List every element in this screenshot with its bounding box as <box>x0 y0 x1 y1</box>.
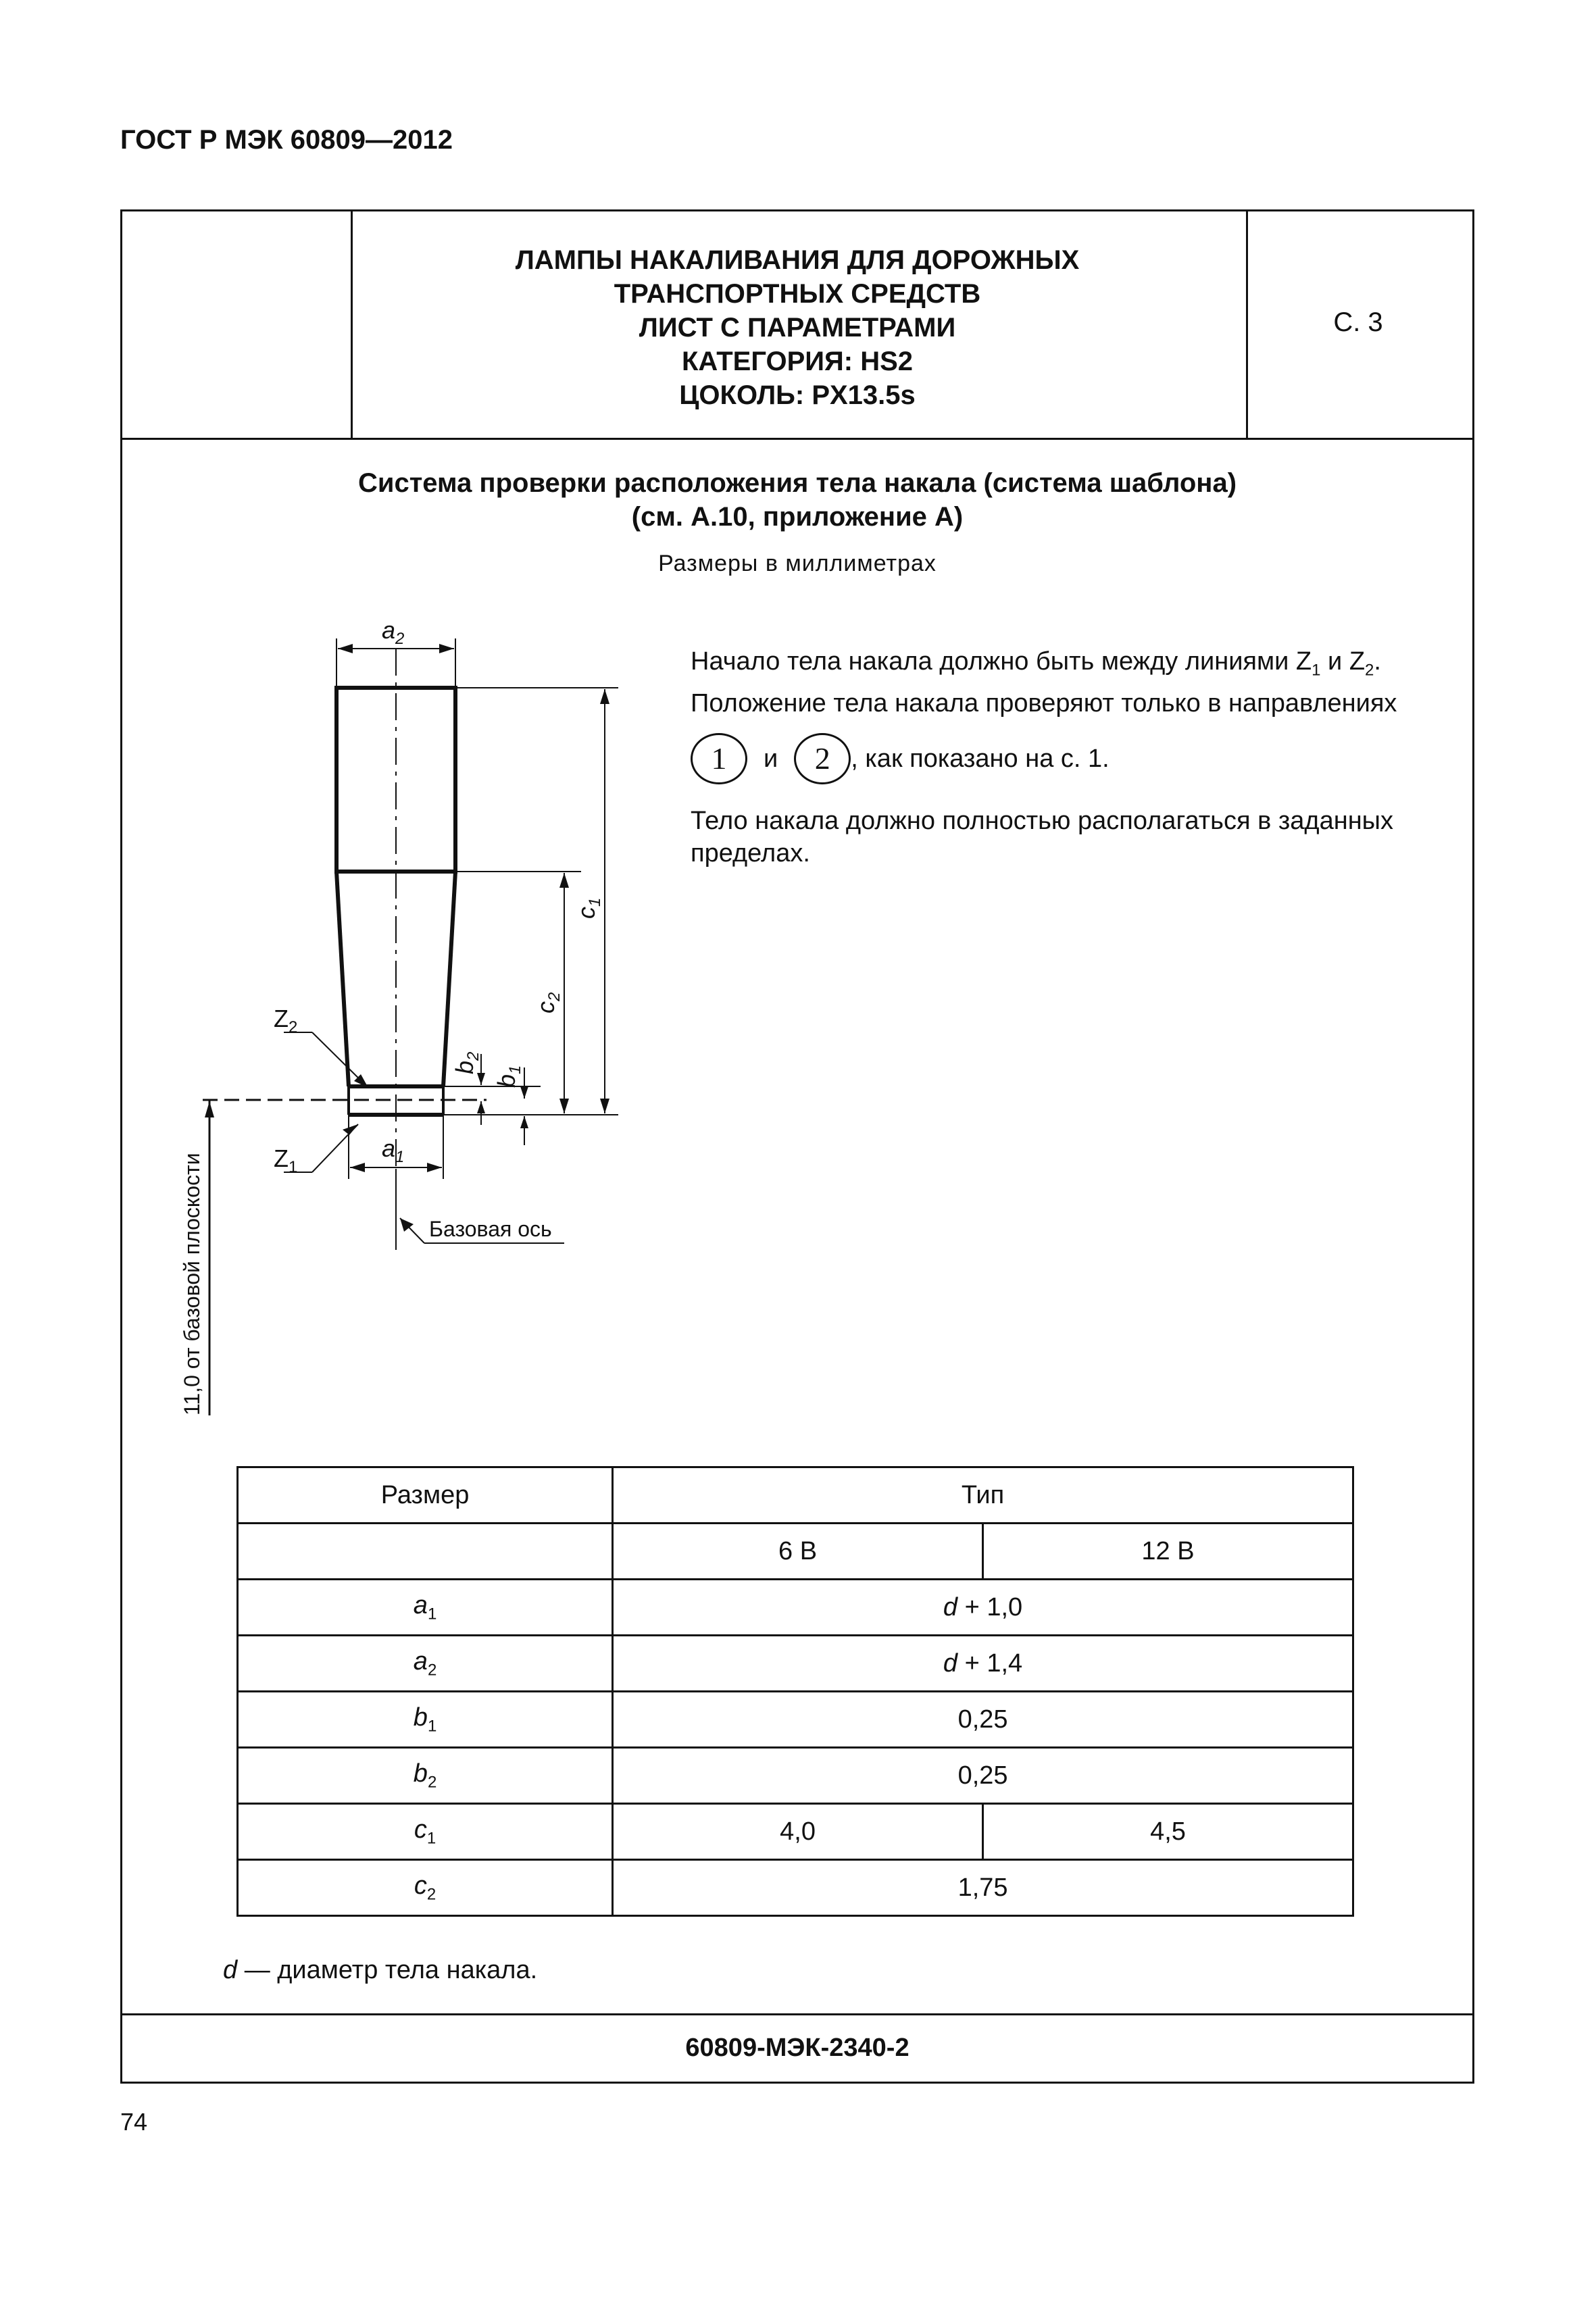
row-symbol: $a_1$ <box>238 1580 613 1636</box>
section-title-line1: Система проверки расположения тела накала (система шаблона) <box>357 468 1237 498</box>
footnote: d — диаметр тела накала. <box>223 1956 538 1984</box>
table-row <box>238 1692 1353 1748</box>
table-header-row <box>238 1467 1353 1524</box>
direction-2-marker: 2 <box>794 733 851 784</box>
units-note: Размеры в миллиметрах <box>658 551 937 576</box>
row-value: 0,25 <box>613 1748 1353 1804</box>
label-base-plane: 11,0 от базовой плоскости <box>180 1153 204 1415</box>
label-a1: $a_1$ <box>382 1134 405 1166</box>
note-line4: Тело накала должно полностью располагаться в заданных пределах. <box>691 806 1393 867</box>
header-12v: 12 В <box>983 1524 1353 1580</box>
label-base-axis: Базовая ось <box>429 1217 552 1241</box>
row-symbol: $c_2$ <box>238 1860 613 1916</box>
label-b2: $b_2$ <box>451 1051 482 1074</box>
title-line: ТРАНСПОРТНЫХ СРЕДСТВ <box>614 279 981 309</box>
sheet-page-ref: С. 3 <box>1333 307 1383 337</box>
note-line2: Положение тела накала проверяют только в направлениях <box>691 688 1397 718</box>
row-symbol: $b_2$ <box>238 1748 613 1804</box>
gauge-taper-left <box>336 872 349 1086</box>
row-value: 1,75 <box>613 1860 1353 1916</box>
label-c2: $c_2$ <box>532 992 564 1013</box>
note-conjunction: и <box>764 744 778 773</box>
header-6v: 6 В <box>613 1524 983 1580</box>
dimensions-table <box>236 1466 1354 1917</box>
table-row <box>238 1748 1353 1804</box>
gauge-taper-right <box>443 872 455 1086</box>
note-line3-tail: , как показано на с. 1. <box>851 744 1109 773</box>
note-directions <box>691 733 1468 784</box>
row-value: d + 1,0 <box>613 1580 1353 1636</box>
table-subheader-row <box>238 1524 1353 1580</box>
label-b1: $b_1$ <box>493 1065 524 1088</box>
label-c1: $c_1$ <box>572 897 604 919</box>
row-symbol: $c_1$ <box>238 1804 613 1860</box>
row-value: d + 1,4 <box>613 1636 1353 1692</box>
label-z2: $Z_2$ <box>274 1005 298 1036</box>
sheet-code: 60809-МЭК-2340-2 <box>685 2034 909 2062</box>
title-line: КАТЕГОРИЯ: HS2 <box>681 347 914 376</box>
header-size: Размер <box>238 1467 613 1524</box>
table-row <box>238 1804 1353 1860</box>
page-number: 74 <box>120 2108 148 2136</box>
row-symbol: $a_2$ <box>238 1636 613 1692</box>
section-title-line2: (см. А.10, приложение А) <box>631 502 964 532</box>
label-z1: $Z_1$ <box>274 1145 298 1176</box>
table-row <box>238 1636 1353 1692</box>
row-value: 0,25 <box>613 1692 1353 1748</box>
footer-divider <box>122 2013 1472 2015</box>
title-line: ЦОКОЛЬ: PX13.5s <box>679 380 916 410</box>
filament-note <box>691 645 1468 870</box>
header-type: Тип <box>613 1467 1353 1524</box>
label-a2: $a_2$ <box>382 616 405 648</box>
direction-1-marker: 1 <box>691 733 747 784</box>
note-line1: Начало тела накала должно быть между линиями $Z_1$ и $Z_2$. <box>691 647 1381 680</box>
table-row <box>238 1580 1353 1636</box>
standard-header: ГОСТ Р МЭК 60809—2012 <box>120 125 453 155</box>
row-value-6v: 4,0 <box>613 1804 983 1860</box>
title-line: ЛАМПЫ НАКАЛИВАНИЯ ДЛЯ ДОРОЖНЫХ <box>515 245 1080 275</box>
table-row <box>238 1860 1353 1916</box>
row-symbol: $b_1$ <box>238 1692 613 1748</box>
row-value-12v: 4,5 <box>983 1804 1353 1860</box>
title-line: ЛИСТ С ПАРАМЕТРАМИ <box>639 313 956 343</box>
